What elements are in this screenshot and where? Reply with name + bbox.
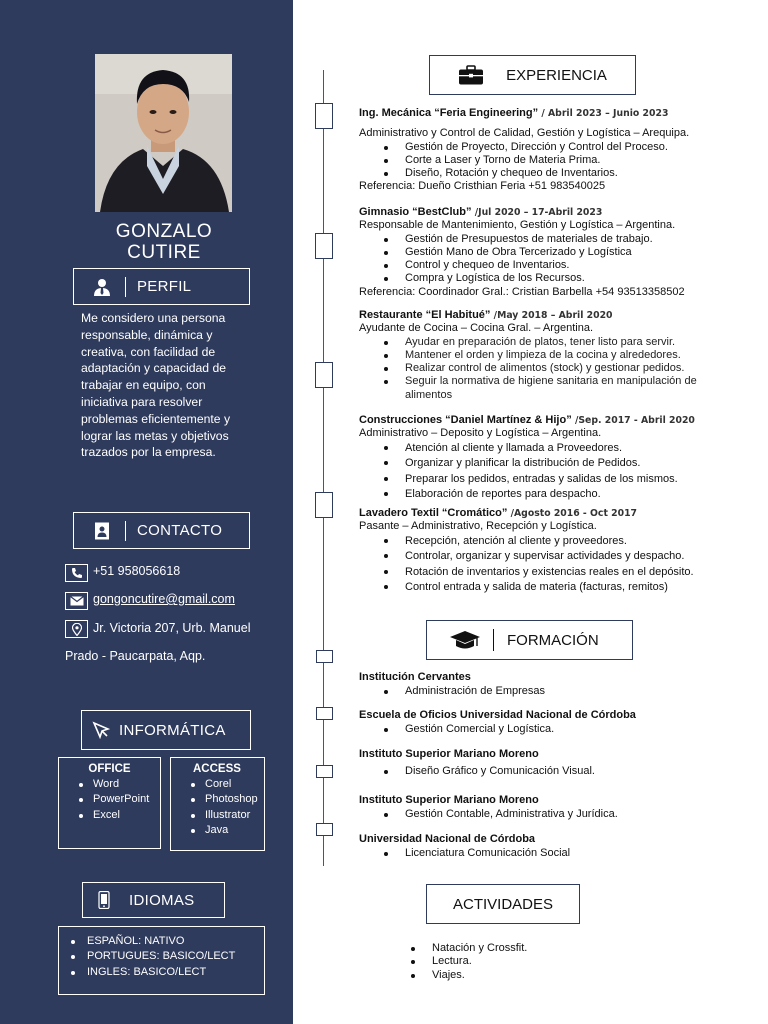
list-item: Gestión de Proyecto, Dirección y Control del Proceso. — [359, 141, 729, 154]
actividades-title: ACTIVIDADES — [452, 895, 554, 913]
formacion-header — [426, 620, 633, 660]
header-separator — [493, 629, 494, 651]
header-separator — [125, 277, 126, 297]
job-subtitle: Pasante – Administrativo, Recepción y Logística. — [359, 520, 597, 533]
edu-course: Gestión Contable, Administrativa y Jurídica. — [359, 808, 729, 822]
list-item: Realizar control de alimentos (stock) y gestionar pedidos. — [359, 362, 729, 375]
list-item: Lectura. — [405, 955, 527, 968]
map-pin-icon — [65, 620, 88, 638]
actividades-list — [405, 942, 527, 982]
profile-line: problemas eficientemente y — [81, 411, 231, 426]
office-title: OFFICE — [88, 763, 131, 775]
informatica-header — [81, 710, 251, 750]
idiomas-box — [58, 926, 265, 995]
profile-photo — [95, 54, 232, 212]
timeline-marker — [316, 650, 333, 663]
profile-line: Me considero una persona — [81, 311, 226, 325]
informatica-title: INFORMÁTICA — [119, 721, 226, 739]
list-item: PowerPoint — [67, 792, 152, 807]
envelope-icon — [65, 592, 88, 610]
job-sep: / — [507, 508, 514, 519]
contact-card-icon — [93, 522, 111, 540]
profile-line: lograr las metas y objetivos — [81, 428, 229, 443]
formacion-title: FORMACIÓN — [507, 631, 599, 649]
edu-school: Instituto Superior Mariano Moreno — [359, 794, 539, 806]
list-item: Seguir la normativa de higiene sanitaria en manipulación de alimentos — [359, 375, 729, 402]
list-item: Excel — [67, 808, 152, 823]
job-entry — [359, 309, 729, 402]
job-title: Construcciones “Daniel Martínez & Hijo” — [359, 414, 572, 426]
list-item: PORTUGUES: BASICO/LECT — [67, 949, 256, 964]
job-tasks — [359, 141, 729, 181]
edu-course: Licenciatura Comunicación Social — [359, 847, 729, 861]
job-entry — [359, 507, 729, 596]
profile-line: iniciativa para resolver — [81, 394, 203, 409]
office-list — [67, 777, 152, 823]
job-subtitle: Administrativo y Control de Calidad, Gestión y Logística – Arequipa. — [359, 127, 690, 140]
mobile-phone-icon — [95, 891, 113, 909]
list-item: Compra y Logística de los Recursos. — [359, 272, 729, 285]
edu-entry — [359, 748, 729, 778]
address-line-1: Jr. Victoria 207, Urb. Manuel — [93, 621, 251, 635]
list-item: Gestión de Presupuestos de materiales de trabajo. — [359, 233, 729, 246]
job-subtitle: Responsable de Mantenimiento, Gestión y Logística – Argentina. — [359, 219, 676, 232]
edu-entry — [359, 709, 729, 736]
list-item: Preparar los pedidos, entradas y salidas de los mismos. — [359, 472, 729, 488]
list-item: Corte a Laser y Torno de Materia Prima. — [359, 154, 729, 167]
edu-entry — [359, 671, 729, 698]
actividades-header — [426, 884, 580, 924]
timeline-marker — [315, 362, 333, 388]
job-tasks — [359, 441, 729, 503]
perfil-title: PERFIL — [137, 278, 192, 295]
experiencia-header — [429, 55, 636, 95]
job-tasks — [359, 534, 729, 596]
timeline-marker — [316, 707, 333, 720]
list-item: Diseño, Rotación y chequeo de Inventarios. — [359, 167, 729, 180]
contacto-header — [73, 512, 250, 549]
job-sep: / — [571, 415, 579, 426]
list-item: Recepción, atención al cliente y proveedores. — [359, 534, 729, 550]
idiomas-header — [82, 882, 225, 918]
contact-phone: +51 958056618 — [93, 564, 181, 578]
list-item: Controlar, organizar y supervisar actividades y despacho. — [359, 549, 729, 565]
graduation-cap-icon — [449, 629, 481, 651]
sidebar — [0, 0, 293, 1024]
list-item: Photoshop — [179, 792, 256, 807]
list-item: Control entrada y salida de materia (facturas, remitos) — [359, 580, 729, 596]
job-sep: / — [471, 207, 479, 218]
job-title: Gimnasio “BestClub” — [359, 206, 472, 218]
list-item: Mantener el orden y limpieza de la cocina y alrededores. — [359, 349, 729, 362]
access-title: ACCESS — [193, 763, 241, 775]
job-title: Lavadero Textil “Cromático” — [359, 507, 508, 519]
job-title: Restaurante “El Habitué” — [359, 309, 491, 321]
list-item: Word — [67, 777, 152, 792]
contact-address — [65, 614, 251, 670]
edu-school: Institución Cervantes — [359, 671, 471, 683]
timeline-line — [323, 70, 324, 866]
job-reference: Referencia: Coordinador Gral.: Cristian Barbella +54 93513358502 — [359, 285, 685, 298]
job-title: Ing. Mecánica “Feria Engineering” — [359, 107, 539, 119]
last-name: CUTIRE — [127, 242, 201, 263]
job-entry — [359, 107, 729, 194]
job-dates: May 2018 – Abril 2020 — [497, 310, 613, 321]
list-item: Control y chequeo de Inventarios. — [359, 259, 729, 272]
list-item: Illustrator — [179, 808, 256, 823]
list-item: Corel — [179, 777, 256, 792]
profile-line: trabajar en equipo, con — [81, 378, 206, 393]
list-item: Viajes. — [405, 969, 527, 982]
job-dates: Jul 2020 – 17-Abril 2023 — [478, 207, 603, 218]
edu-course: Diseño Gráfico y Comunicación Visual. — [359, 765, 729, 779]
access-list — [179, 777, 256, 838]
edu-school: Instituto Superior Mariano Moreno — [359, 748, 539, 760]
job-dates: Sep. 2017 - Abril 2020 — [578, 415, 695, 426]
idiomas-title: IDIOMAS — [129, 891, 195, 909]
job-tasks — [359, 233, 729, 286]
profile-line: responsable, dinámica y — [81, 327, 213, 342]
list-item: INGLES: BASICO/LECT — [67, 965, 256, 980]
phone-icon — [65, 564, 88, 582]
edu-course: Administración de Empresas — [359, 685, 729, 699]
profile-line: adaptación y capacidad de — [81, 361, 227, 376]
job-dates: Abril 2023 – Junio 2023 — [547, 108, 669, 119]
timeline-marker — [315, 233, 333, 259]
idiomas-list — [67, 934, 256, 980]
timeline-marker — [315, 103, 333, 129]
candidate-name — [60, 221, 268, 263]
job-dates: Agosto 2016 - Oct 2017 — [513, 508, 638, 519]
list-item: Java — [179, 823, 256, 838]
list-item: Natación y Crossfit. — [405, 942, 527, 955]
list-item: ESPAÑOL: NATIVO — [67, 934, 256, 949]
job-subtitle: Administrativo – Deposito y Logística – Argentina. — [359, 427, 602, 440]
edu-school: Universidad Nacional de Córdoba — [359, 833, 536, 845]
address-line-2: Prado - Paucarpata, Aqp. — [65, 649, 206, 663]
list-item: Rotación de inventarios y existencias reales en el depósito. — [359, 565, 729, 581]
job-entry — [359, 206, 729, 299]
edu-entry — [359, 833, 729, 860]
list-item: Organizar y planificar la distribución de Pedidos. — [359, 456, 729, 472]
access-box — [170, 757, 265, 851]
edu-course: Gestión Comercial y Logística. — [359, 723, 729, 737]
header-separator — [125, 521, 126, 541]
experiencia-title: EXPERIENCIA — [506, 66, 607, 84]
timeline-marker — [316, 765, 333, 778]
edu-school: Escuela de Oficios Universidad Nacional de Córdoba — [359, 709, 636, 721]
list-item: Gestión Mano de Obra Tercerizado y Logística — [359, 246, 729, 259]
profile-text — [81, 310, 251, 461]
list-item: Elaboración de reportes para despacho. — [359, 487, 729, 503]
profile-line: creativa, con facilidad de — [81, 344, 216, 359]
cursor-click-icon — [92, 721, 110, 739]
timeline-marker — [315, 492, 333, 518]
contact-email-row[interactable] — [65, 592, 235, 610]
job-tasks — [359, 336, 729, 402]
perfil-header — [73, 268, 250, 305]
user-tie-icon — [93, 278, 111, 296]
job-sep: / — [490, 310, 498, 321]
list-item: Atención al cliente y llamada a Proveedores. — [359, 441, 729, 457]
briefcase-icon — [458, 65, 484, 85]
first-name: GONZALO — [115, 221, 213, 242]
contacto-title: CONTACTO — [137, 522, 223, 539]
office-box — [58, 757, 161, 849]
job-reference: Referencia: Dueño Cristhian Feria +51 983540025 — [359, 180, 606, 193]
contact-address-row — [65, 620, 275, 670]
list-item: Ayudar en preparación de platos, tener listo para servir. — [359, 336, 729, 349]
edu-entry — [359, 794, 729, 821]
job-sep: / — [538, 108, 548, 119]
job-subtitle: Ayudante de Cocina – Cocina Gral. – Argentina. — [359, 322, 594, 335]
profile-line: trazados por la empresa. — [81, 445, 216, 460]
contact-phone-row — [65, 564, 180, 582]
job-entry — [359, 414, 729, 503]
contact-email-link[interactable]: gongoncutire@gmail.com — [93, 592, 235, 606]
timeline-marker — [316, 823, 333, 836]
